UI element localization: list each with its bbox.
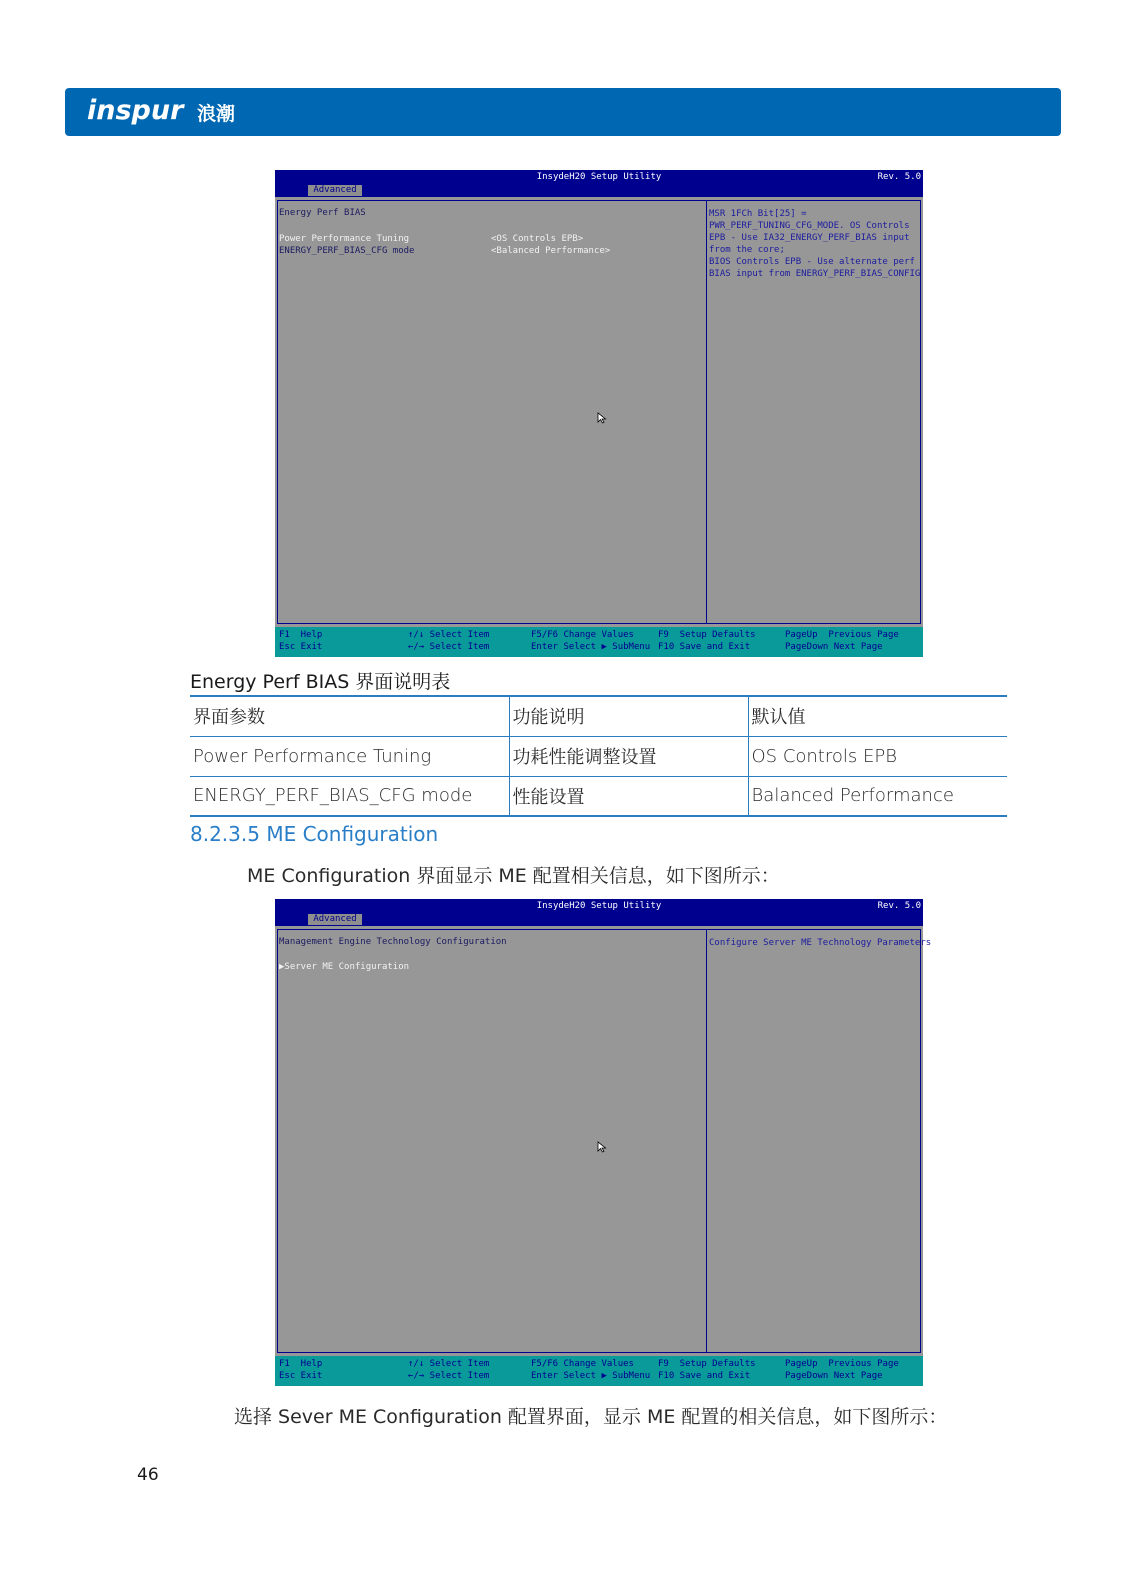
section-heading: 8.2.3.5 ME Configuration	[190, 822, 439, 846]
footer-select-item-horizontal[interactable]: ←/→ Select Item	[408, 1371, 490, 1381]
mouse-pointer-icon	[597, 1141, 607, 1153]
bios-help-text	[709, 937, 932, 949]
inspur-logo: inspur	[87, 95, 184, 126]
bios-page-title: Management Engine Technology Configuration	[279, 937, 507, 947]
table-cell: ENERGY_PERF_BIAS_CFG mode	[190, 776, 509, 816]
table-cell: Power Performance Tuning	[190, 736, 509, 776]
bios-value-energy-perf-bias-cfg-mode[interactable]: <Balanced Performance>	[491, 246, 611, 256]
table-cell: Balanced Performance	[748, 776, 1007, 816]
footer-select-item-vertical[interactable]: ↑/↓ Select Item	[408, 630, 490, 640]
footer-setup-defaults[interactable]: F9 Setup Defaults	[658, 630, 756, 640]
footer-enter-select[interactable]: Enter Select ▶ SubMenu	[531, 1371, 651, 1381]
help-line: Configure Server ME Technology Parameters	[709, 938, 932, 948]
help-line: EPB - Use IA32_ENERGY_PERF_BIAS input	[709, 233, 910, 243]
bios-title-bar	[275, 170, 923, 183]
bios-value-power-performance-tuning[interactable]: <OS Controls EPB>	[491, 234, 584, 244]
footer-enter-select[interactable]: Enter Select ▶ SubMenu	[531, 642, 651, 652]
footer-f1-help[interactable]: F1 Help	[279, 1359, 323, 1369]
bios-utility-title: InsydeH20 Setup Utility	[536, 901, 662, 911]
footer-next-page[interactable]: PageDown Next Page	[785, 642, 883, 652]
footer-previous-page[interactable]: PageUp Previous Page	[785, 1359, 899, 1369]
footer-select-item-horizontal[interactable]: ←/→ Select Item	[408, 642, 490, 652]
bios-rev: Rev. 5.0	[877, 901, 921, 911]
bios-utility-title: InsydeH20 Setup Utility	[536, 172, 662, 182]
bios-footer	[275, 1356, 923, 1386]
tab-advanced[interactable]: Advanced	[308, 914, 362, 925]
bios-help-text	[709, 208, 919, 280]
bios-footer	[275, 627, 923, 657]
help-line: PWR_PERF_TUNING_CFG_MODE. OS Controls	[709, 221, 910, 231]
help-line: MSR 1FCh Bit[25] =	[709, 209, 807, 219]
mouse-pointer-icon	[597, 412, 607, 424]
footer-change-values[interactable]: F5/F6 Change Values	[531, 630, 634, 640]
bios-screenshot-energy-perf-bias	[275, 170, 923, 657]
table-header-row	[190, 696, 1007, 736]
footer-next-page[interactable]: PageDown Next Page	[785, 1371, 883, 1381]
footer-previous-page[interactable]: PageUp Previous Page	[785, 630, 899, 640]
footer-esc-exit[interactable]: Esc Exit	[279, 1371, 323, 1381]
table-cell: OS Controls EPB	[748, 736, 1007, 776]
bios-divider	[706, 200, 707, 624]
table-cell: 功耗性能调整设置	[509, 736, 748, 776]
footer-save-exit[interactable]: F10 Save and Exit	[658, 1371, 751, 1381]
table-header-cell: 功能说明	[509, 696, 748, 736]
footer-setup-defaults[interactable]: F9 Setup Defaults	[658, 1359, 756, 1369]
page-number: 46	[137, 1465, 159, 1485]
bios-item-server-me-configuration[interactable]: ▶Server ME Configuration	[279, 962, 410, 972]
bios-screenshot-me-configuration	[275, 899, 932, 1386]
footer-select-item-vertical[interactable]: ↑/↓ Select Item	[408, 1359, 490, 1369]
table-header-cell: 默认值	[748, 696, 1007, 736]
footer-change-values[interactable]: F5/F6 Change Values	[531, 1359, 634, 1369]
bios-item-energy-perf-bias-cfg-mode[interactable]: ENERGY_PERF_BIAS_CFG mode	[279, 246, 415, 256]
bios-divider	[706, 929, 707, 1353]
inspur-logo-cn: 浪潮	[197, 103, 236, 125]
bios-tab-row	[275, 183, 923, 197]
bios-rev: Rev. 5.0	[877, 172, 921, 182]
bios-item-power-performance-tuning[interactable]: Power Performance Tuning	[279, 234, 410, 244]
table-row	[190, 736, 1007, 776]
footer-esc-exit[interactable]: Esc Exit	[279, 642, 323, 652]
bios-tab-row	[275, 912, 923, 926]
bios-title-bar	[275, 899, 923, 912]
help-line: BIOS Controls EPB - Use alternate perf	[709, 257, 915, 267]
footer-f1-help[interactable]: F1 Help	[279, 630, 323, 640]
table-row	[190, 776, 1007, 816]
table-header-cell: 界面参数	[190, 696, 509, 736]
header-band	[65, 88, 1061, 136]
table-cell: 性能设置	[509, 776, 748, 816]
energy-perf-bias-table	[190, 695, 1007, 817]
help-line: from the core;	[709, 245, 785, 255]
help-line: BIAS input from ENERGY_PERF_BIAS_CONFIG	[709, 269, 921, 279]
paragraph-select-server-me: 选择 Sever ME Configuration 配置界面，显示 ME 配置的相关信息，如下图所示：	[234, 1406, 948, 1428]
footer-save-exit[interactable]: F10 Save and Exit	[658, 642, 751, 652]
bios-page-title: Energy Perf BIAS	[279, 208, 366, 218]
table-caption: Energy Perf BIAS 界面说明表	[190, 671, 451, 693]
tab-advanced[interactable]: Advanced	[308, 185, 362, 196]
paragraph-me-config-intro: ME Configuration 界面显示 ME 配置相关信息，如下图所示：	[247, 865, 780, 887]
